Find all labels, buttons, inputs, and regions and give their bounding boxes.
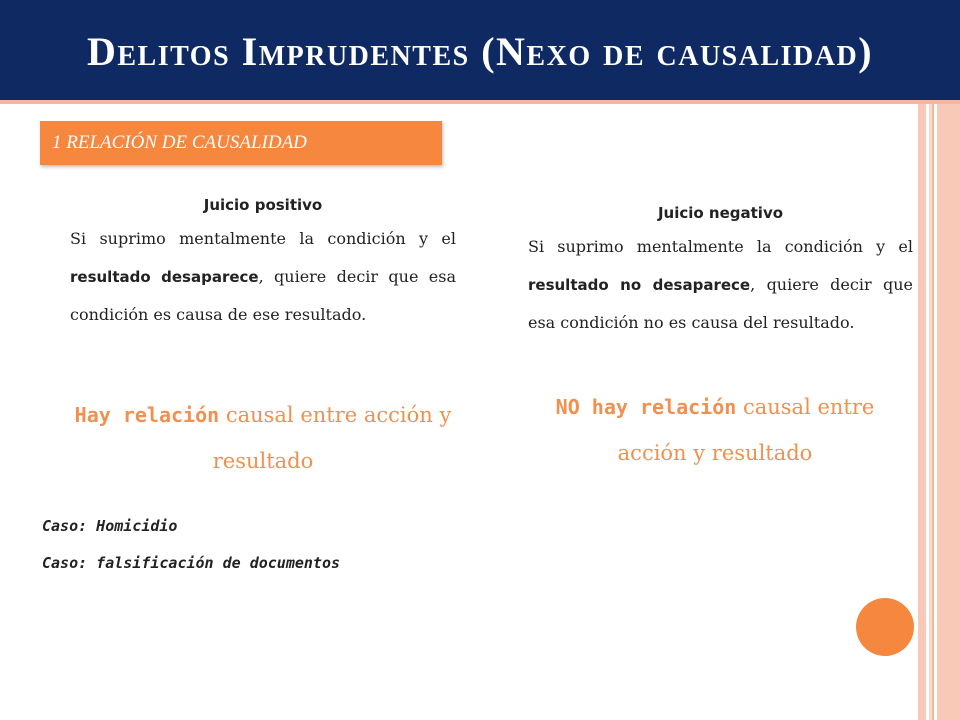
title-underline bbox=[0, 100, 960, 104]
section-tag-label: 1 RELACIÓN DE CAUSALIDAD bbox=[52, 132, 307, 153]
right-body bbox=[528, 228, 913, 342]
decorative-stripes bbox=[918, 104, 960, 720]
decorative-stripe-line bbox=[929, 104, 932, 720]
right-conclusion-strong: NO hay relación bbox=[555, 395, 737, 419]
left-heading: Juicio positivo bbox=[203, 196, 323, 214]
left-body-part-1: Si suprimo mentalmente la condición y el bbox=[70, 229, 456, 248]
left-conclusion-strong: Hay relación bbox=[74, 403, 220, 427]
right-conclusion-rest: causal entre acción y resultado bbox=[617, 395, 875, 465]
case-item: Caso: falsificación de documentos bbox=[42, 554, 341, 572]
section-tag bbox=[40, 121, 442, 165]
right-conclusion bbox=[520, 384, 910, 476]
cases-list bbox=[42, 508, 462, 582]
case-item: Caso: Homicidio bbox=[42, 517, 178, 535]
right-body-part-1: Si suprimo mentalmente la condición y el bbox=[528, 237, 913, 256]
right-body-bold: resultado no desaparece bbox=[528, 275, 751, 294]
decorative-circle bbox=[856, 598, 914, 656]
right-heading: Juicio negativo bbox=[657, 204, 784, 222]
left-conclusion-rest: causal entre acción y resultado bbox=[212, 403, 452, 473]
left-body-bold: resultado desaparece bbox=[70, 267, 259, 286]
slide-title: Delitos Imprudentes (Nexo de causalidad) bbox=[86, 28, 874, 74]
left-body-part-2: , quiere decir que esa condición es causa de ese resultado. bbox=[70, 266, 456, 324]
right-body-part-2: , quiere decir que esa condición no es causa del resultado. bbox=[528, 274, 913, 332]
right-column bbox=[528, 204, 913, 342]
left-conclusion bbox=[70, 392, 456, 484]
left-body bbox=[70, 220, 456, 334]
title-bar bbox=[0, 0, 960, 100]
left-column bbox=[70, 196, 456, 334]
